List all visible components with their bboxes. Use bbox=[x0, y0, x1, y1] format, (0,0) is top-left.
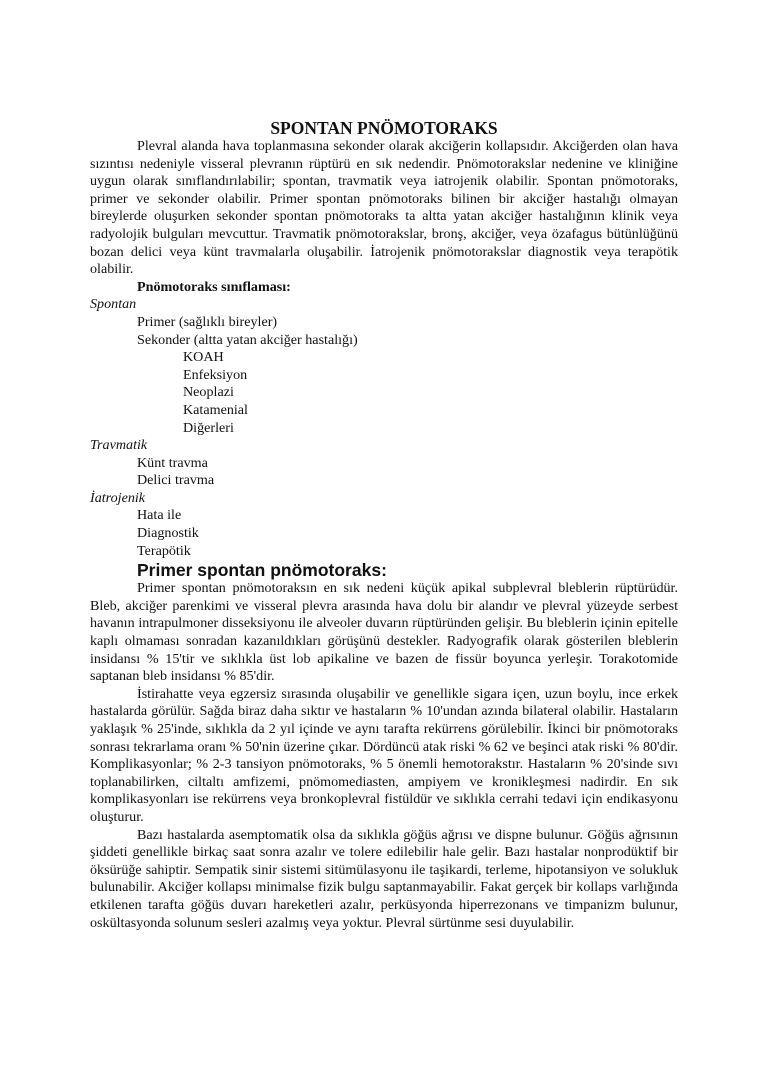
outline-subitem: Neoplazi bbox=[183, 384, 234, 401]
document-page bbox=[90, 118, 678, 932]
category-iatrojenik: İatrojenik bbox=[90, 489, 146, 506]
classification-heading: Pnömotoraks sınıflaması: bbox=[137, 278, 291, 295]
primer-paragraph-1: Primer spontan pnömotoraksın en sık nedeni küçük apikal subplevral bleblerin rüptürüdür. Bleb, akciğer parenkimi ve visseral plevra arasında hava dolu bir alandır ve plevral yüzeyde serbest havanın intrapulmoner disseksiyonu ile alveoler duvarın rüptüründen gelişir. Bu bleblerin içinin epitelle kaplı olmaması sonradan kazanıldıkları görüşünü destekler. Radyografik olarak gösterilen bleblerin insidansı % 15'tir ve sıklıkla üst lob apikaline ve bazen de fissür boyunca yerleşir. Torakotomide saptanan bleb insidansı % 85'dir. bbox=[90, 580, 678, 685]
outline-item: Künt travma bbox=[137, 454, 208, 471]
intro-paragraph: Plevral alanda hava toplanmasına sekonder olarak akciğerin kollapsıdır. Akciğerden olan hava sızıntısı nedeniyle visseral plevranın rüptürü en sık nedendir. Pnömotorakslar nedenine ve kliniğine uygun olarak sınıflandırılabilir; spontan, travmatik veya iatrojenik olabilir. Spontan pnömotoraks, primer ve sekonder olabilir. Primer spontan pnömotoraks bilinen bir akciğer hastalığı olmayan bireylerde oluşurken sekonder spontan pnömotoraks ta altta yatan akciğer hastalığının klinik veya radyolojik bulguları mevcuttur. Travmatik pnömotorakslar, bronş, akciğer, veya özafagus bütünlüğünü bozan delici veya künt travmalarla oluşabilir. İatrojenik pnömotorakslar diagnostik veya terapötik olabilir. bbox=[90, 138, 678, 278]
primer-paragraph-2: İstirahatte veya egzersiz sırasında oluşabilir ve genellikle sigara içen, uzun boylu, ince erkek hastalarda görülür. Sağda biraz daha sıktır ve hastaların % 10'undan azında bilateral olabilir. Hastaların yaklaşık % 25'inde, sıklıkla da 2 yıl içinde ve aynı tarafta rekürrens görülebilir. İkinci bir pnömotoraks sonrası tekrarlama oranı % 50'nin üzerine çıkar. Dördüncü atak riski % 62 ve beşinci atak riski % 80'dir. Komplikasyonlar; % 2-3 tansiyon pnömotoraks, % 5 önemli hemotorakstır. Hastaların % 20'sinde sıvı toplanabilirken, ciltaltı amfizemi, pnömomediasten, ampiyem ve kronikleşmesi nadirdir. En sık komplikasyonları ise rekürrens veya bronkoplevral fistüldür ve sıklıkla cerrahi tedavi için endikasyonu oluşturur. bbox=[90, 685, 678, 825]
outline-item: Diagnostik bbox=[137, 525, 199, 542]
outline-item-primer: Primer (sağlıklı bireyler) bbox=[137, 313, 278, 330]
outline-item: Delici travma bbox=[137, 472, 215, 489]
outline-subitem: Enfeksiyon bbox=[183, 366, 248, 383]
document-title: SPONTAN PNÖMOTORAKS bbox=[270, 118, 498, 138]
category-spontan: Spontan bbox=[90, 296, 137, 313]
outline-item: Terapötik bbox=[137, 542, 191, 559]
outline-subitem: Katamenial bbox=[183, 401, 248, 418]
sekonder-subitems bbox=[90, 349, 678, 437]
category-travmatik: Travmatik bbox=[90, 437, 148, 454]
travmatik-items bbox=[90, 455, 678, 490]
outline-item-sekonder: Sekonder (altta yatan akciğer hastalığı) bbox=[137, 331, 358, 348]
outline-item: Hata ile bbox=[137, 507, 182, 524]
section-heading-primer: Primer spontan pnömotoraks: bbox=[137, 560, 387, 581]
classification-outline bbox=[90, 296, 678, 560]
iatrojenik-items bbox=[90, 507, 678, 560]
outline-subitem: Diğerleri bbox=[183, 419, 234, 436]
outline-subitem: KOAH bbox=[183, 349, 224, 366]
primer-paragraph-3: Bazı hastalarda asemptomatik olsa da sıklıkla göğüs ağrısı ve dispne bulunur. Göğüs ağrısının şiddeti genellikle birkaç saat sonra azalır ve tolere edilebilir hale gelir. Bazı hastalar nonprodüktif bir öksürüğe sahiptir. Sempatik sinir sistemi sitümülasyonu ile taşikardi, terleme, hipotansiyon ve solukluk bulunabilir. Akciğer kollapsı minimalse fizik bulgu saptanmayabilir. Fakat gerçek bir kollaps varlığında etkilenen tarafta göğüs duvarı hareketleri azalır, perküsyonda hiperrezonans ve timpanizm bulunur, oskültasyonda solunum sesleri azalmış veya yoktur. Plevral sürtünme sesi duyulabilir. bbox=[90, 826, 678, 931]
